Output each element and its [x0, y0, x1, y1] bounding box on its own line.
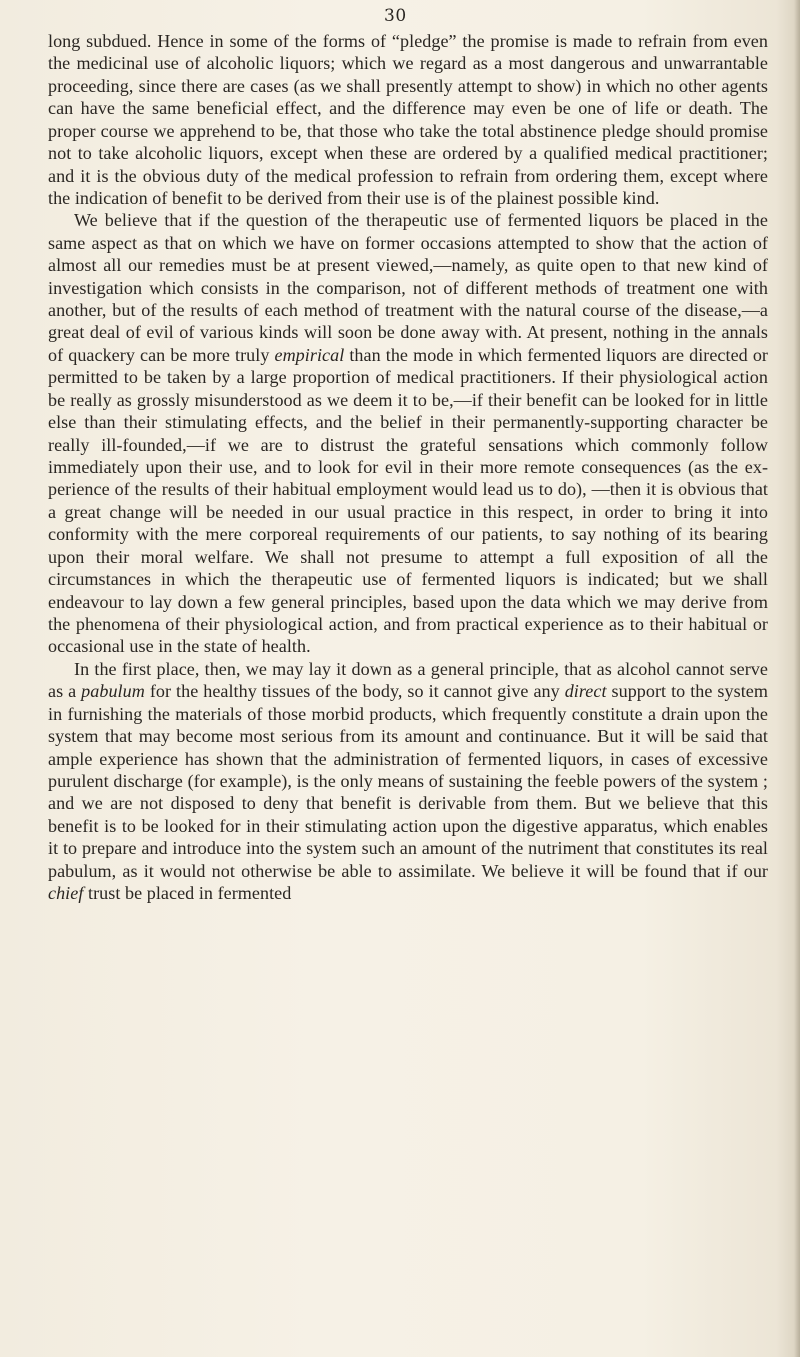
italic-emphasis: pabulum: [81, 681, 145, 702]
paragraph-3: [48, 658, 768, 905]
page-number: 30: [384, 6, 407, 26]
italic-emphasis: direct: [564, 681, 607, 702]
paragraph-1: [48, 30, 768, 209]
text-run: In the first place, then, we may lay it down as a general principle, that as alcohol cannot serve as a: [48, 658, 768, 702]
text-run: for the healthy tissues of the body, so it cannot give any: [144, 681, 565, 702]
text-run: trust be placed in fermented: [83, 883, 292, 904]
italic-emphasis: empirical: [274, 344, 345, 365]
page-edge-shadow: [794, 0, 800, 1357]
text-run: We believe that if the question of the therapeutic use of fermented liquors be placed in the same aspect as that on which we have on former occasions attempted to show that the action of almost all our remedies must be at present viewed,—namely, as quite open to that new kind of investigation which consists in the comparison, not of different methods of treatment one with another, but of the results of each method of treatment with the natural course of the disease,—a great deal of evil of various kinds will soon be done away with. At present, nothing in the annals of quackery can be more truly: [48, 210, 768, 365]
body-text: [48, 30, 768, 904]
paragraph-2: [48, 209, 768, 657]
text-run: support to the system in furnishing the materials of those morbid products, which frequently constitute a drain upon the system that may become most serious from its amount and continuance. But it will be said that ample experience has shown that the administration of fermented liquors, in cases of excessive purulent discharge (for example), is the only means of sustaining the feeble powers of the system ; and we are not disposed to deny that benefit is derivable from them. But we believe that this benefit is to be looked for in their stimulating action upon the digestive apparatus, which enables it to prepare and introduce into the system such an amount of the nutriment that constitutes its real pabulum, as it would not otherwise be able to assimilate. We believe it will be found that if our: [48, 681, 768, 881]
text-run: long subdued. Hence in some of the forms of “pledge” the promise is made to refrain from even the medicinal use of alcoholic liquors; which we regard as a most dangerous and unwarrantable proceeding, since there are cases (as we shall presently attempt to show) in which no other agents can have the same beneficial effect, and the difference may even be one of life or death. The proper course we apprehend to be, that those who take the total abstinence pledge should promise not to take alcoholic liquors, except when these are ordered by a qualified medical practitioner; and it is the obvious duty of the medical profession to refrain from ordering them, except where the indication of benefit to be derived from their use is of the plainest possible kind.: [48, 31, 768, 208]
text-run: than the mode in which fermented liquors are directed or permitted to be taken by a large proportion of medical practitioners. If their physiological action be really as grossly misunderstood as we deem it to be,—if their benefit can be looked for in little else than their stimulating effects, and the belief in their permanently-supporting character be really ill-founded,—if we are to distrust the grateful sensations which commonly follow immediately upon their use, and to look for evil in their more remote consequences (as the experience of the results of their habitual employment would lead us to do), —then it is obvious that a great change will be needed in our usual practice in this respect, in order to bring it into conformity with the mere corporeal requirements of our patients, to say nothing of its bearing upon their moral welfare. We shall not presume to attempt a full exposition of all the circumstances in which the therapeutic use of fermented liquors is indicated; but we shall endeavour to lay down a few general principles, based upon the data which we may derive from the phenomena of their physiological action, and from practical experience as to their habitual or occasional use in the state of health.: [48, 344, 768, 657]
italic-emphasis: chief: [48, 883, 84, 904]
